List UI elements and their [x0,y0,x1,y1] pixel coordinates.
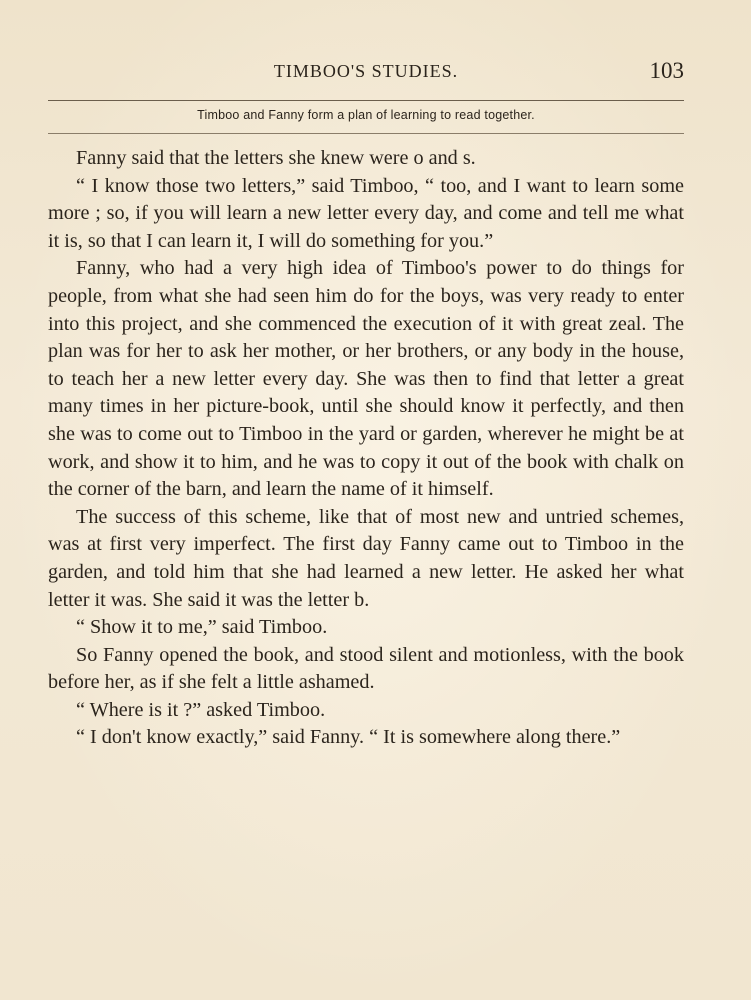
section-caption: Timboo and Fanny form a plan of learning to read together. [197,108,535,122]
paragraph: Fanny, who had a very high idea of Timboo's power to do things for people, from what she had seen him do for the boys, was very ready to enter into this project, and she commenced the execution of it with great zeal. The plan was for her to ask her mother, or her brothers, or any body in the house, to teach her a new letter every day. She was then to find that letter a great many times in her picture-book, until she should know it perfectly, and then she was to come out to Timboo in the yard or garden, wherever he might be at work, and show it to him, and he was to copy it out of the book with chalk on the corner of the barn, and learn the name of it himself. [48,257,684,501]
paragraph: Fanny said that the letters she knew were o and s. [76,147,476,169]
running-title: TIMBOO'S STUDIES. [273,61,459,81]
paragraph: “ I know those two letters,” said Timboo, “ too, and I want to learn some more ; so, if you will learn a new letter every day, and come and tell me what it is, so that I can learn it, I will do something for you.” [48,174,684,252]
paragraph: The success of this scheme, like that of most new and untried schemes, was at first very imperfect. The first day Fanny came out to Timboo in the garden, and told him that she had learned a new letter. He asked her what letter it was. She said it was the letter b. [48,505,684,611]
paragraph: “ Where is it ?” asked Timboo. [76,698,326,721]
paragraph: “ Show it to me,” said Timboo. [76,616,328,639]
header-rule [48,100,684,101]
caption-rule [48,133,684,134]
page-number: 103 [649,58,684,83]
body-text [48,145,684,752]
paragraph: So Fanny opened the book, and stood silent and motionless, with the book before her, as if she felt a little ashamed. [48,643,684,694]
paragraph: “ I don't know exactly,” said Fanny. “ It is somewhere along there.” [76,726,621,749]
running-header [48,58,684,92]
